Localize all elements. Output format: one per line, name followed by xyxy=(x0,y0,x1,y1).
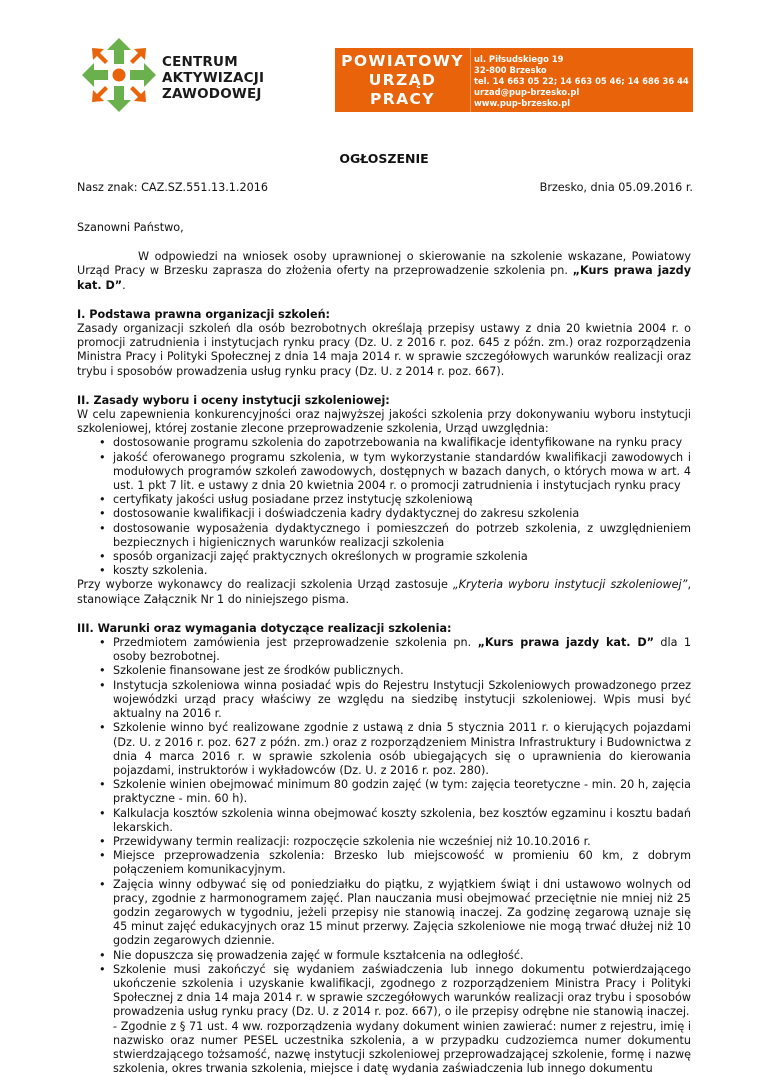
list-item: • Kalkulacja kosztów szkolenia winna obejmować koszty szkolenia, bez kosztów egzaminu i kosztu badań lekarskich. xyxy=(77,807,691,835)
office-line-2: URZĄD PRACY xyxy=(368,71,437,108)
intro-end: . xyxy=(122,278,126,292)
intro-text: W odpowiedzi na wniosek osoby uprawnionej o skierowanie na szkolenie wskazane, Powiatowy Urząd Pracy w Brzesku zaprasza do złożenia oferty na przeprowadzenie szkolenia pn. xyxy=(77,250,691,278)
office-name-box xyxy=(335,48,470,127)
intro-paragraph xyxy=(77,250,691,293)
letterhead xyxy=(0,0,768,125)
outro-end: , stanowiące Załącznik Nr 1 do niniejszego pisma. xyxy=(77,578,692,606)
list-item: • Przewidywany termin realizacji: rozpoczęcie szkolenia nie wcześniej niż 10.10.2016 r. xyxy=(77,835,691,849)
list-item: • Nie dopuszcza się prowadzenia zajęć w formule kształcenia na odległość. xyxy=(77,949,691,963)
arrows-logo-icon xyxy=(80,36,158,114)
section-1-text: Zasady organizacji szkoleń dla osób bezrobotnych określają przepisy ustawy z dnia 20 kwietnia 2004 r. o promocji zatrudnienia i instytucjach rynku pracy (Dz. U. z 2016 r. poz. 645 z późn. zm.) oraz rozporządzenia Ministra Pracy i Polityki Społecznej z dnia 14 maja 2014 r. w sprawie szczegółowych warunków realizacji oraz trybu i sposobów prowadzenia usług rynku pracy (Dz. U. z 2014 r. poz. 667). xyxy=(77,322,691,378)
document-body xyxy=(77,221,691,1076)
header-divider xyxy=(470,48,471,112)
section-2-title: II. Zasady wyboru i oceny instytucji szkoleniowej: xyxy=(77,393,390,407)
list-item: • Szkolenie winien obejmować minimum 80 godzin zajęć (w tym: zajęcia teoretyczne - min. 20 h, zajęcia praktyczne - min. 60 h). xyxy=(77,778,691,806)
first-item-end: dla 1 osoby bezrobotnej. xyxy=(113,636,691,664)
greeting: Szanowni Państwo, xyxy=(77,221,184,234)
logo-line-2: AKTYWIZACJI xyxy=(162,70,265,86)
section-2-text: W celu zapewnienia konkurencyjności oraz najwyższej jakości szkolenia przy dokonywaniu wyboru instytucji szkoleniowej, której zostanie zlecone przeprowadzenie szkolenia, Urząd uwzględnia: xyxy=(77,408,691,436)
list-item: • koszty szkolenia. xyxy=(77,564,691,578)
list-item: • Instytucja szkoleniowa winna posiadać wpis do Rejestru Instytucji Szkoleniowych prowadzonego przez wojewódzki urząd pracy właściwy ze względu na siedzibę instytucji szkoleniowej. Wpis musi być aktualny na 2016 r. xyxy=(77,679,691,722)
list-item xyxy=(77,636,691,664)
address-city: 32-800 Brzesko xyxy=(474,65,547,75)
reference-number: Nasz znak: CAZ.SZ.551.13.1.2016 xyxy=(77,181,268,194)
address-website: www.pup-brzesko.pl xyxy=(474,98,571,108)
list-item: • Zajęcia winny odbywać się od poniedziałku do piątku, z wyjątkiem świąt i dni ustawowo wolnych od pracy, zgodnie z harmonogramem zajęć. Plan nauczania musi obejmować przeciętnie nie mniej niż 25 godzin zegarowych w tygodniu, jeżeli przepisy nie stanowią inaczej. Za godzinę zegarową uznaje się 45 minut zajęć edukacyjnych oraz 15 minut przerwy. Zajęcia szkoleniowe nie mogą trwać dłużej niż 10 godzin zegarowych dziennie. xyxy=(77,878,691,949)
list-item: • Szkolenie musi zakończyć się wydaniem zaświadczenia lub innego dokumentu potwierdzającego ukończenie szkolenia i uzyskanie kwalifikacji, zgodnego z rozporządzeniem Ministra Pracy i Polityki Społecznej z dnia 14 maja 2014 r. w sprawie szczegółowych warunków realizacji oraz trybu i sposobów prowadzenia usług rynku pracy (Dz. U. z 2014 r. poz. 667), o ile przepisy odrębne nie stanowią inaczej. xyxy=(77,963,691,1020)
course-name: „Kurs prawa jazdy kat. D” xyxy=(77,264,691,292)
list-item: • sposób organizacji zajęć praktycznych określonych w programie szkolenia xyxy=(77,550,691,564)
outro-text: Przy wyborze wykonawcy do realizacji szkolenia Urząd zastosuje xyxy=(77,578,453,592)
document-title: OGŁOSZENIE xyxy=(339,151,429,166)
course-name: „Kurs prawa jazdy kat. D” xyxy=(477,636,654,650)
list-item: • Miejsce przeprowadzenia szkolenia: Brzesko lub miejscowość w promieniu 60 km, z dobrym połączeniem komunikacyjnym. xyxy=(77,849,691,877)
logo-line-3: ZAWODOWEJ xyxy=(162,86,262,102)
list-item-continuation: - Zgodnie z § 71 ust. 4 ww. rozporządzenia wydany dokument winien zawierać: numer z rejestru, imię i nazwisko oraz numer PESEL uczestnika szkolenia, a w przypadku cudzoziemca numer dokumentu stwierdzającego tożsamość, nazwę instytucji szkoleniowej przeprowadzającej szkolenie, formę i nazwę szkolenia, okres trwania szkolenia, miejsce i datę wydania zaświadczenia lub innego dokumentu xyxy=(113,1019,691,1076)
list-item: • dostosowanie kwalifikacji i doświadczenia kadry dydaktycznej do zakresu szkolenia xyxy=(77,507,691,521)
office-line-3: W BRZESKU xyxy=(344,109,461,127)
address-phone: tel. 14 663 05 22; 14 663 05 46; 14 686 36 44 xyxy=(474,76,689,86)
section-2-list xyxy=(77,436,691,578)
section-3-list xyxy=(77,636,691,1076)
logo-text xyxy=(162,54,264,102)
address-email: urzad@pup-brzesko.pl xyxy=(474,87,580,97)
section-2-outro xyxy=(77,578,691,606)
list-item: • dostosowanie programu szkolenia do zapotrzebowania na kwalifikacje identyfikowane na rynku pracy xyxy=(77,436,691,450)
section-3-title: III. Warunki oraz wymagania dotyczące realizacji szkolenia: xyxy=(77,621,452,635)
address-street: ul. Piłsudskiego 19 xyxy=(474,54,564,64)
list-item: • Szkolenie finansowane jest ze środków publicznych. xyxy=(77,664,691,678)
criteria-title: „Kryteria wyboru instytucji szkoleniowej” xyxy=(452,578,688,592)
office-line-1: POWIATOWY xyxy=(341,52,464,70)
list-item: • Szkolenie winno być realizowane zgodnie z ustawą z dnia 5 stycznia 2011 r. o kierujących pojazdami (Dz. U. z 2016 r. poz. 627 z późn. zm.) oraz z rozporządzeniem Ministra Infrastruktury i Budownictwa z dnia 4 marca 2016 r. w sprawie szkolenia osób ubiegających się o uprawnienia do kierowania pojazdami, instruktorów i wykładowców (Dz. U. z 2016 r. poz. 280). xyxy=(77,721,691,778)
list-item: • dostosowanie wyposażenia dydaktycznego i pomieszczeń do potrzeb szkolenia, z uwzględnieniem bezpiecznych i higienicznych warunków realizacji szkolenia xyxy=(77,522,691,550)
logo-line-1: CENTRUM xyxy=(162,54,238,70)
document-date: Brzesko, dnia 05.09.2016 r. xyxy=(539,181,693,194)
list-item: • certyfikaty jakości usług posiadane przez instytucję szkoleniową xyxy=(77,493,691,507)
first-item-text: Przedmiotem zamówienia jest przeprowadzenie szkolenia pn. xyxy=(113,636,478,650)
section-1-title: I. Podstawa prawna organizacji szkoleń: xyxy=(77,307,331,321)
list-item: • jakość oferowanego programu szkolenia, w tym wykorzystanie standardów kwalifikacji zawodowych i modułowych programów szkoleń zawodowych, dostępnych w bazach danych, o których mowa w art. 4 ust. 1 pkt 7 lit. e ustawy z dnia 20 kwietnia 2004 r. o promocji zatrudnienia i instytucjach rynku pracy xyxy=(77,451,691,494)
address-box xyxy=(470,48,693,112)
